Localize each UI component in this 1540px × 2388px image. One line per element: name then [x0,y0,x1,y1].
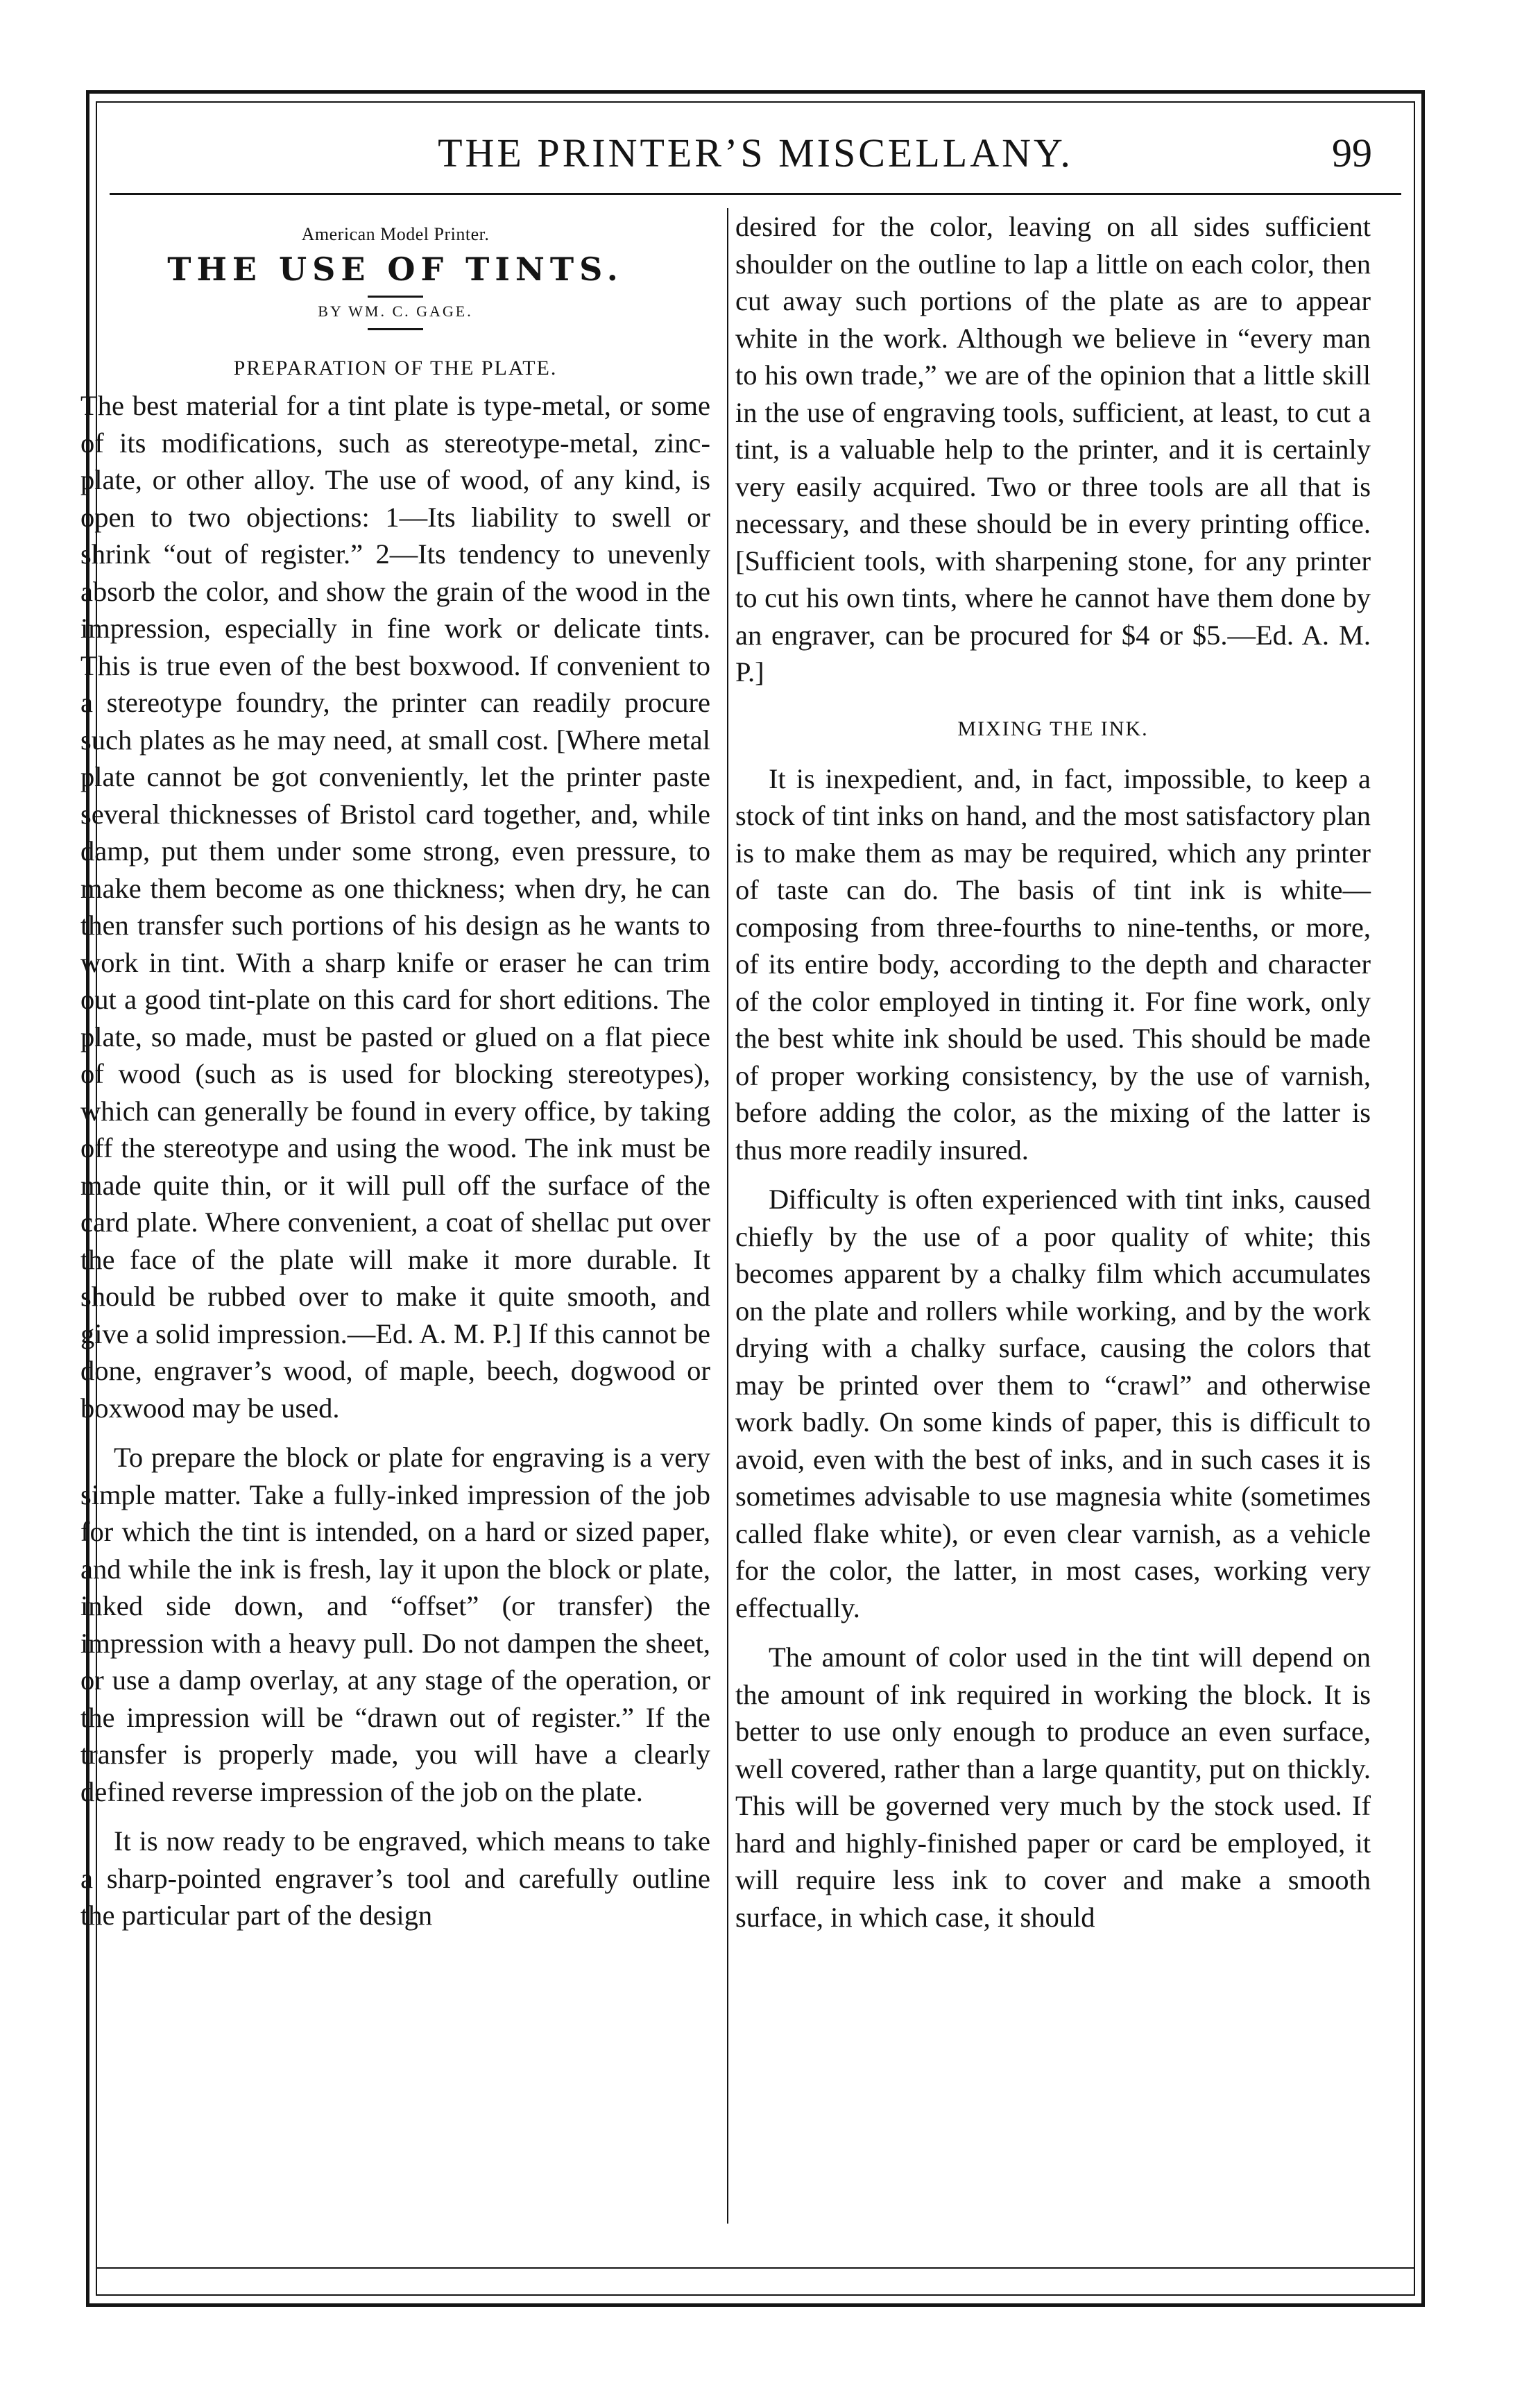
footer-rule [96,2267,1415,2269]
paragraph: desired for the color, leaving on all sides sufficient shoulder on the outline to lap a little on each color, then cut away such portions of the plate as are to appear white in the work. Although we believe in “every man to his own trade,” we are of the opinion that a little skill in the use of engraving tools, sufficient, at least, to cut a tint, is a valuable help to the printer, and it is certainly very easily acquired. Two or three tools are all that is necessary, and these should be in every printing office. [Sufficient tools, with sharpening stone, for any printer to cut his own tints, where he cannot have them done by an engraver, can be procured for $4 or $5.—Ed. A. M. P.] [735,211,1371,688]
running-head [96,129,1415,178]
left-column [80,208,710,1934]
byline-rule [368,328,423,330]
header-rule [110,193,1401,195]
page-number: 99 [1332,130,1372,176]
paragraph: It is inexpedient, and, in fact, impossible, to keep a stock of tint inks on hand, and the most satisfactory plan is to make them as may be required, which any printer of taste can do. The basis of tint ink is white—composing from three-fourths to nine-tenths, or more, of its entire body, according to the depth and character of the color employed in tinting it. For fine work, only the best white ink should be used. This should be made of proper working consistency, by the use of varnish, before adding the color, as the mixing of the latter is thus more readily insured. [735,762,1371,1166]
running-title: THE PRINTER’S MISCELLANY. [438,130,1073,176]
paragraph: To prepare the block or plate for engraving is a very simple matter. Take a fully-inked impression of the job for which the tint is intended, on a hard or sized paper, and while the ink is fresh, lay it upon the block or plate, inked side down, and “offset” (or transfer) the impression with a heavy pull. Do not dampen the sheet, or use a damp overlay, at any stage of the operation, or the impression will be “drawn out of register.” If the transfer is properly made, you will have a clearly defined reverse impression of the job on the plate. [80,1442,710,1807]
paragraph: Difficulty is often experienced with tint inks, caused chiefly by the use of a poor quality of white; this becomes apparent by a chalky film which accumulates on the plate and rollers while working, and by the work drying with a chalky surface, causing the colors that may be printed over them to “crawl” and otherwise work badly. On some kinds of paper, this is difficult to avoid, even with the best of inks, and in such cases it is sometimes advisable to use magnesia white (sometimes called flake white), or even clear varnish, as a vehicle for the color, the latter, in most cases, working very effectually. [735,1184,1371,1623]
paragraph: The amount of color used in the tint will depend on the amount of ink required in working the block. It is better to use only enough to produce an even surface, well covered, rather than a large quantity, put on thickly. This will be governed very much by the stock used. If hard and highly-finished paper or card be employed, it will require less ink to cover and make a smooth surface, in which case, it should [735,1641,1371,1933]
source-note: American Model Printer. [301,224,490,244]
column-divider [727,208,728,2224]
section-heading-preparation: PREPARATION OF THE PLATE. [233,357,558,379]
article-title: THE USE OF TINTS. [167,250,624,288]
right-column [735,208,1371,1936]
byline: BY WM. C. GAGE. [318,302,473,320]
paragraph: It is now ready to be engraved, which means to take a sharp-pointed engraver’s tool and carefully outline the particular part of the design [80,1825,710,1931]
paragraph: The best material for a tint plate is type-metal, or some of its modifications, such as stereotype-metal, zinc-plate, or other alloy. The use of wood, of any kind, is open to two objections: 1—Its liability to swell or shrink “out of register.” 2—Its tendency to unevenly absorb the color, and show the grain of the wood in the impression, especially in fine work or delicate tints. This is true even of the best boxwood. If convenient to a stereotype foundry, the printer can readily procure such plates as he may need, at small cost. [Where metal plate cannot be got conveniently, let the printer paste several thicknesses of Bristol card together, and, while damp, put them under some strong, even pressure, to make them become as one thickness; when dry, he can then transfer such portions of his design as he wants to work in tint. With a sharp knife or eraser he can trim out a good tint-plate on this card for short editions. The plate, so made, must be pasted or glued on a flat piece of wood (such as is used for blocking stereotypes), which can generally be found in every office, by taking off the stereotype and using the wood. The ink must be made quite thin, or it will pull off the surface of the card plate. Where convenient, a coat of shellac put over the face of the plate will make it more durable. It should be rubbed over to make it quite smooth, and give a solid impression.—Ed. A. M. P.] If this cannot be done, engraver’s wood, of maple, beech, dogwood or boxwood may be used. [80,390,710,1424]
section-heading-mixing: MIXING THE INK. [957,717,1149,740]
